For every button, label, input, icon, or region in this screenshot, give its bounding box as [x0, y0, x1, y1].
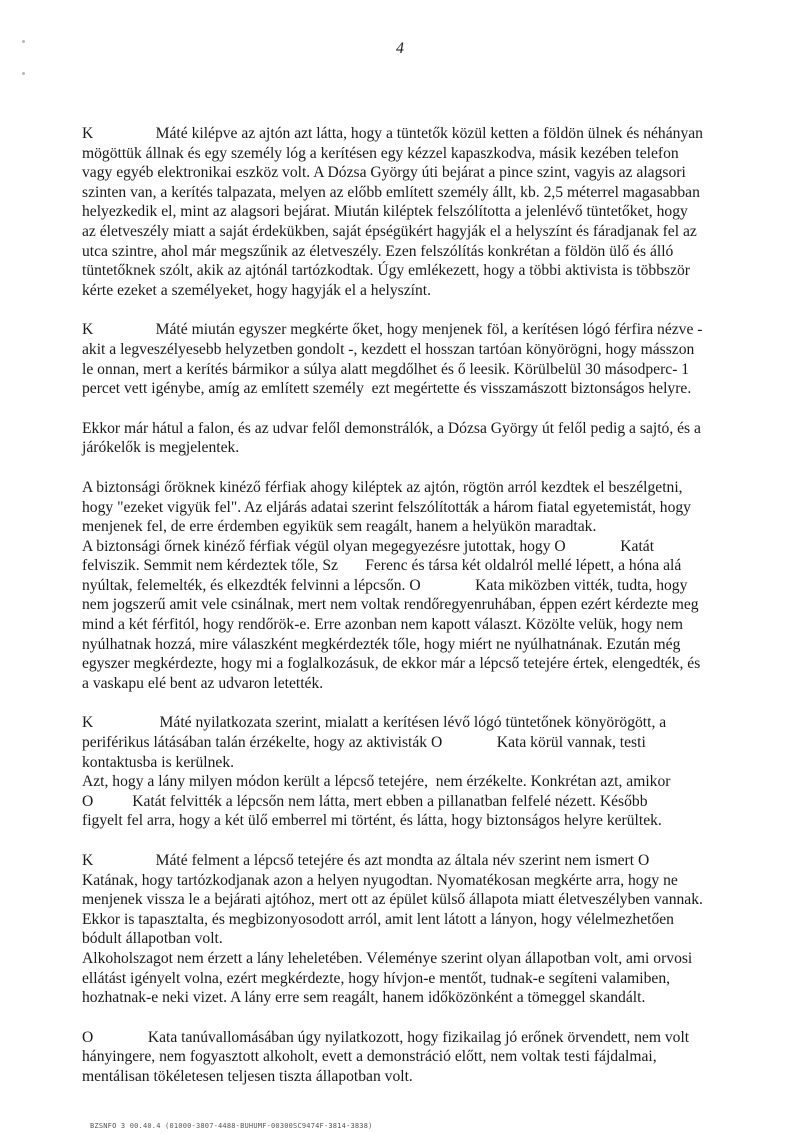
- paragraph: [82, 949, 728, 1008]
- text-line: egyszer megkérdezte, hogy mi a foglalkozásuk, de ekkor már a lépcső tetejére értek, elengedték, és: [82, 655, 701, 673]
- text-line: hozhatnak-e neki vizet. A lány erre sem reagált, hanem időközönként a tömeggel skandált.: [82, 989, 646, 1007]
- text-line: felviszik. Semmit nem kérdeztek tőle, Sz Ferenc és társa két oldalról mellé lépett, a hóna alá: [82, 557, 682, 575]
- text-line: járókelők is megjelentek.: [82, 439, 240, 457]
- text-line: O Katát felvitték a lépcsőn nem látta, mert ebben a pillanatban felfelé nézett. Később: [82, 792, 648, 810]
- document-body: [82, 124, 728, 1087]
- text-line: tüntetőknek szólt, akik az ajtónál tartózkodtak. Úgy emlékezett, hogy a többi aktivista is többször: [82, 262, 690, 280]
- text-line: O Kata tanúvallomásában úgy nyilatkozott, hogy fizikailag jó erőnek örvendett, nem volt: [82, 1028, 690, 1046]
- paragraph: [82, 419, 728, 458]
- text-line: Ekkor már hátul a falon, és az udvar felől demonstrálók, a Dózsa György út felől pedig a sajtó, és a: [82, 419, 701, 437]
- text-line: menjenek fel, de erre érdemben egyikük sem reagált, hanem a helyükön maradtak.: [82, 518, 597, 536]
- text-line: bódult állapotban volt.: [82, 930, 223, 948]
- scan-artifact-dot: [22, 72, 25, 75]
- footer-reference: BZSNFO 3 00.40.4 (01000-3807-4488-BUHUMF-00300SC9474F-3814-3838): [90, 1122, 373, 1130]
- text-line: vagy egyéb elektronikai eszköz volt. A Dózsa György úti bejárat a pince szint, vagyis az alagsori: [82, 164, 686, 182]
- text-line: nyúltak, felemelték, és elkezdték felvinni a lépcsőn. O Kata miközben vitték, tudta, hogy: [82, 576, 688, 594]
- paragraph: [82, 1028, 728, 1087]
- text-line: A biztonsági őrnek kinéző férfiak végül olyan megegyezésre jutottak, hogy O Katát: [82, 537, 655, 555]
- text-line: nem jogszerű amit vele csinálnak, mert nem voltak rendőregyenruhában, éppen ezért kérdezte meg: [82, 596, 699, 614]
- text-line: Azt, hogy a lány milyen módon került a lépcső tetejére, nem érzékelte. Konkrétan azt, amikor: [82, 773, 671, 791]
- text-line: Katának, hogy tartózkodjanak azon a helyen nyugodtan. Nyomatékosan megkérte arra, hogy ne: [82, 871, 678, 889]
- text-line: periférikus látásában talán érzékelte, hogy az aktivisták O Kata körül vannak, testi: [82, 734, 646, 752]
- text-line: akit a legveszélyesebb helyzetben gondolt -, kezdett el hosszan tartóan könyörögni, hogy másszon: [82, 340, 695, 358]
- text-line: kérte ezeket a személyeket, hogy hagyják el a helyszínt.: [82, 281, 431, 299]
- text-line: figyelt fel arra, hogy a két ülő emberrel mi történt, és látta, hogy biztonságos helyre kerültek.: [82, 812, 662, 830]
- text-line: a vaskapu elé bent az udvaron letették.: [82, 674, 324, 692]
- paragraph: [82, 772, 728, 831]
- text-line: Alkoholszagot nem érzett a lány leheletében. Véleménye szerint olyan állapotban volt, ami orvosi: [82, 949, 693, 967]
- text-line: kontaktusba is kerülnek.: [82, 753, 235, 771]
- text-line: nyúlhatnak hozzá, mire válaszként megkérdezték tőle, hogy miért ne nyúlhatnának. Ezután még: [82, 635, 681, 653]
- paragraph: [82, 320, 728, 398]
- text-line: A biztonsági őröknek kinéző férfiak ahogy kiléptek az ajtón, rögtön arról kezdtek el beszélgetni,: [82, 478, 683, 496]
- paragraph: [82, 478, 728, 694]
- text-line: mentálisan tökéletesen teljesen tiszta állapotban volt.: [82, 1067, 413, 1085]
- text-line: helyezkedik el, mint az alagsori bejárat. Miután kiléptek felszólította a jelenlévő tüntetőket, hogy: [82, 203, 688, 221]
- text-line: K Máté miután egyszer megkérte őket, hogy menjenek föl, a kerítésen lógó férfira nézve -: [82, 321, 703, 339]
- text-line: szinten van, a kerítés talpazata, melyen az előbb említett személy állt, kb. 2,5 méterrel magasabban: [82, 183, 700, 201]
- text-line: K Máté kilépve az ajtón azt látta, hogy a tüntetők közül ketten a földön ülnek és néhányan: [82, 125, 703, 142]
- page-number: 4: [396, 40, 404, 57]
- text-line: le onnan, mert a kerítés bármikor a súlya alatt megdőlhet és ő leesik. Körülbelül 30 másodperc- 1: [82, 360, 690, 378]
- text-line: Ekkor is tapasztalta, és megbizonyosodott arról, amit lent látott a lányon, hogy vélelmezhetően: [82, 910, 674, 928]
- text-line: utca szintre, ahol már megszűnik az életveszély. Ezen felszólítás konkrétan a földön ülő és álló: [82, 242, 674, 260]
- text-line: hogy "ezeket vigyük fel". Az eljárás adatai szerint felszólították a három fiatal egyetemistát, hogy: [82, 498, 691, 516]
- text-line: az életveszély miatt a saját érdekükben, saját épségükért hagyják el a helyszínt és fáradjanak fel az: [82, 222, 697, 240]
- text-line: K Máté nyilatkozata szerint, mialatt a kerítésen lévő lógó tüntetőnek könyörögött, a: [82, 714, 667, 732]
- paragraph: [82, 124, 728, 300]
- text-line: K Máté felment a lépcső tetejére és azt mondta az általa név szerint nem ismert O: [82, 852, 650, 869]
- text-line: hányingere, nem fogyasztott alkoholt, evett a demonstráció előtt, nem voltak testi fájdalmai,: [82, 1048, 657, 1066]
- text-line: mind a két férfitól, hogy rendőrök-e. Erre azonban nem kapott választ. Közölte velük, hogy nem: [82, 616, 684, 634]
- text-line: mögöttük állnak és egy személy lóg a kerítésen egy kézzel kapaszkodva, másik kezében telefon: [82, 144, 679, 162]
- paragraph: [82, 713, 728, 772]
- text-line: ellátást igényelt volna, ezért megkérdezte, hogy hívjon-e mentőt, tudnak-e segíteni valamiben,: [82, 969, 671, 987]
- text-line: percet vett igénybe, amíg az említett személy ezt megértette és visszamászott biztonságos helyre.: [82, 380, 692, 398]
- text-line: menjenek vissza le a bejárati ajtóhoz, mert ott az épület külső állapota miatt életveszélyben vannak.: [82, 891, 703, 909]
- paragraph: [82, 851, 728, 949]
